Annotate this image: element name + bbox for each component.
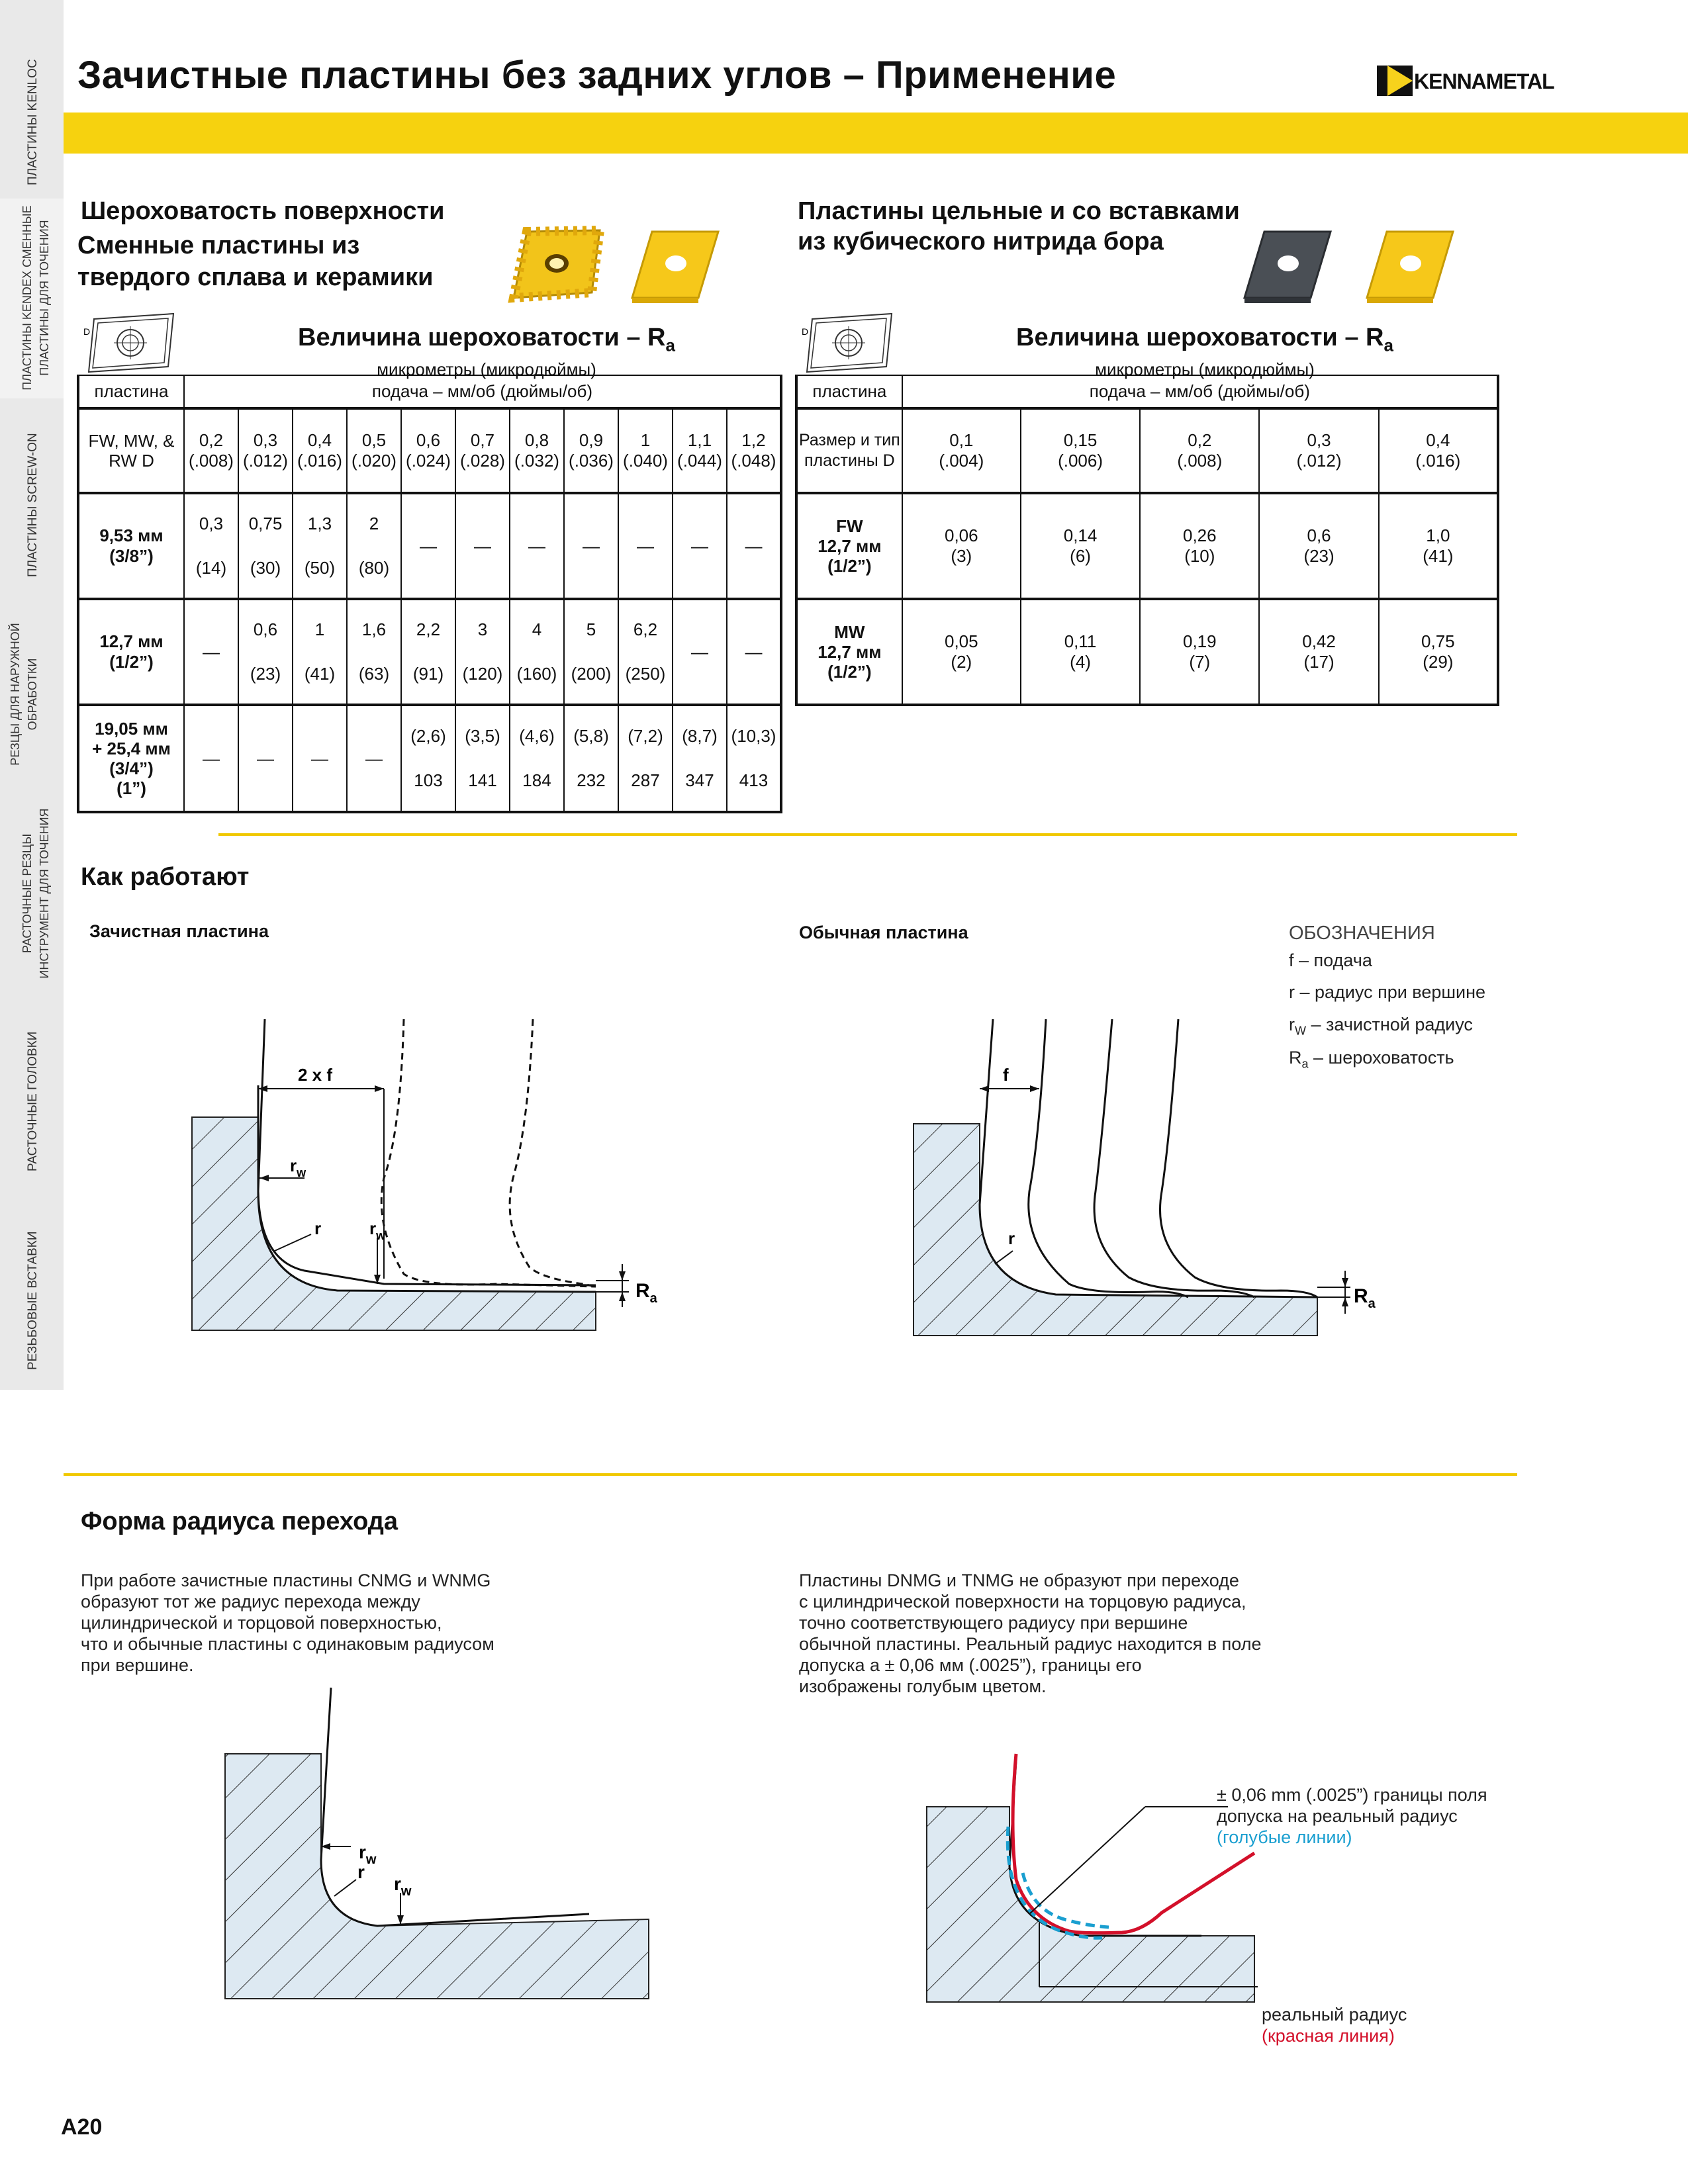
left-table-title: Величина шероховатости – R <box>298 324 666 351</box>
sidebar-tabs <box>0 0 64 1390</box>
feed-header: 0,1 (.004) <box>902 408 1021 493</box>
transition-left-text: При работе зачистные пластины CNMG и WNMG образуют тот же радиус перехода между цилиндрической и торцовой поверхностью, что и обычные пластины с одинаковым радиусом при вершине. <box>81 1570 494 1675</box>
feed-header: 0,7 (.028) <box>455 408 510 493</box>
value-cell: 1,3 (50) <box>293 493 347 599</box>
feed-header: 0,3 (.012) <box>238 408 293 493</box>
section-divider <box>218 833 1517 836</box>
rw2-label: r <box>369 1218 377 1238</box>
table-row <box>796 599 1498 705</box>
kennametal-logo <box>1377 63 1556 99</box>
tab-label: РЕЗЬБОВЫЕ ВСТАВКИ <box>26 1231 40 1370</box>
diagram-letter: D <box>802 326 809 337</box>
value-cell: 1,6 (63) <box>347 599 401 705</box>
legend-item: $r_W$ – зачистной радиус <box>1289 1014 1473 1038</box>
value-cell: 0,06 (3) <box>902 493 1021 599</box>
value-cell: 0,75 (30) <box>238 493 293 599</box>
value-cell: — <box>184 705 238 812</box>
feed-header: 0,15 (.006) <box>1021 408 1140 493</box>
table-row <box>78 599 781 705</box>
row-header: Размер и тип пластины D <box>796 408 902 493</box>
size-cell: 12,7 мм (1/2”) <box>78 599 184 705</box>
table-row <box>78 705 781 812</box>
conventional-insert-diagram <box>910 1006 1413 1337</box>
value-cell: (3,5) 141 <box>455 705 510 812</box>
col-label: пластина <box>78 375 184 408</box>
value-cell: 0,26 (10) <box>1140 493 1259 599</box>
feed-header: 0,9 (.036) <box>564 408 618 493</box>
tab-label: РАСТОЧНЫЕ ГОЛОВКИ <box>26 1031 40 1171</box>
value-cell: — <box>673 493 727 599</box>
transition-heading: Форма радиуса перехода <box>81 1508 399 1535</box>
svg-text:rw <box>394 1874 412 1899</box>
page-title: Зачистные пластины без задних углов – Применение <box>77 54 1117 97</box>
type-cell: FW 12,7 мм (1/2”) <box>796 493 902 599</box>
left-heading-3: твердого сплава и керамики <box>77 263 434 291</box>
feed-header: 1 (.040) <box>618 408 673 493</box>
tab-label: РАСТОЧНЫЕ РЕЗЦЫ ИНСТРУМЕНТ ДЛЯ ТОЧЕНИЯ <box>21 808 51 979</box>
value-cell: — <box>727 599 781 705</box>
svg-text:Ra <box>635 1280 658 1306</box>
legend-item: f – подача <box>1289 950 1372 970</box>
conventional-caption: Обычная пластина <box>799 923 968 942</box>
left-heading-2: Сменные пластины из <box>77 232 360 259</box>
f-label: f <box>1003 1065 1009 1085</box>
rw-sub-label: w <box>365 1852 377 1867</box>
r-label: r <box>1008 1228 1015 1248</box>
tab-screw-on[interactable] <box>0 398 64 599</box>
size-cell: 9,53 мм (3/8”) <box>78 493 184 599</box>
feed-header: 1,1 (.044) <box>673 408 727 493</box>
ceramic-insert-image <box>626 225 725 304</box>
rw2-sub-label: w <box>376 1229 386 1242</box>
ra-sub-label: a <box>1368 1297 1376 1311</box>
value-cell: — <box>727 493 781 599</box>
value-cell: (2,6) 103 <box>401 705 455 812</box>
rw-label: r <box>290 1156 297 1175</box>
feed-header: 0,2 (.008) <box>1140 408 1259 493</box>
value-cell: (8,7) 347 <box>673 705 727 812</box>
value-cell: — <box>347 705 401 812</box>
value-cell: 1 (41) <box>293 599 347 705</box>
value-cell: 0,6 (23) <box>1259 493 1378 599</box>
table-row <box>78 493 781 599</box>
right-roughness-table <box>795 375 1499 706</box>
value-cell: — <box>184 599 238 705</box>
value-cell: 0,42 (17) <box>1259 599 1378 705</box>
tab-boring-heads[interactable] <box>0 993 64 1193</box>
value-cell: 5 (200) <box>564 599 618 705</box>
value-cell: 0,05 (2) <box>902 599 1021 705</box>
section-divider <box>64 1473 1517 1476</box>
transition-right-text: Пластины DNMG и TNMG не образуют при переходе с цилиндрической поверхности на торцовую радиуса, точно соответствующего радиусу при вершине обычной пластины. Реальный радиус находится в поле допуска a ± 0,06 мм (.0025”), границы его изображены голубым цветом. <box>799 1570 1262 1696</box>
ra-label: R <box>635 1280 650 1302</box>
value-cell: 2,2 (91) <box>401 599 455 705</box>
right-table-title: Величина шероховатости – R <box>1016 324 1384 351</box>
right-table-subtitle: микрометры (микродюймы) <box>1095 359 1315 379</box>
tab-boring[interactable] <box>0 794 64 995</box>
value-cell: 4 (160) <box>510 599 564 705</box>
value-cell: — <box>673 599 727 705</box>
wiper-transition-diagram <box>218 1681 669 2025</box>
tab-label: РЕЗЦЫ ДЛЯ НАРУЖНОЙ ОБРАБОТКИ <box>9 623 39 766</box>
svg-text:rw <box>290 1156 306 1179</box>
value-cell: — <box>401 493 455 599</box>
value-cell: (7,2) 287 <box>618 705 673 812</box>
page-number: A20 <box>61 2115 103 2140</box>
value-cell: (5,8) 232 <box>564 705 618 812</box>
value-cell: 6,2 (250) <box>618 599 673 705</box>
diagram-letter: D <box>83 326 91 337</box>
ra-label: R <box>1354 1285 1368 1307</box>
value-cell: — <box>618 493 673 599</box>
size-cell: 19,05 мм + 25,4 мм (3/4”) (1”) <box>78 705 184 812</box>
tab-kenloc[interactable] <box>0 0 64 201</box>
value-cell: — <box>564 493 618 599</box>
legend-title: ОБОЗНАЧЕНИЯ <box>1289 923 1435 944</box>
rw2-label: r <box>394 1874 401 1894</box>
carbide-insert-image <box>507 225 606 304</box>
value-cell: 0,75 (29) <box>1379 599 1498 705</box>
insert-diagram-icon <box>799 310 898 376</box>
left-heading-1: Шероховатость поверхности <box>81 197 445 225</box>
title-subscript: a <box>1383 335 1393 355</box>
ra-sub-label: a <box>649 1291 657 1306</box>
tab-external[interactable] <box>0 597 64 796</box>
value-cell: (10,3) 413 <box>727 705 781 812</box>
real-radius-annotation: реальный радиус (красная линия) <box>1262 2005 1407 2046</box>
kennametal-k-icon <box>1377 66 1413 96</box>
tolerance-annotation: ± 0,06 mm (.0025”) границы поля допуска на реальный радиус (голубые линии) <box>1217 1785 1487 1847</box>
rw2-sub-label: w <box>400 1884 412 1899</box>
feed-header: 1,2 (.048) <box>727 408 781 493</box>
legend-item: $R_a$ – шероховатость <box>1289 1048 1454 1071</box>
right-heading-1: Пластины цельные и со вставками <box>798 197 1240 225</box>
svg-text:Ra <box>1354 1285 1376 1311</box>
title-subscript: a <box>665 335 675 355</box>
feed-header: 0,4 (.016) <box>293 408 347 493</box>
left-table-subtitle: микрометры (микродюймы) <box>377 359 596 379</box>
value-cell: 0,14 (6) <box>1021 493 1140 599</box>
value-cell: — <box>293 705 347 812</box>
cbn-tipped-insert-image <box>1360 225 1460 304</box>
row-header: FW, MW, & RW D <box>78 408 184 493</box>
value-cell: — <box>510 493 564 599</box>
value-cell: 3 (120) <box>455 599 510 705</box>
cbn-insert-image <box>1238 225 1337 304</box>
value-cell: — <box>238 705 293 812</box>
how-it-works-heading: Как работают <box>81 863 250 891</box>
table-row <box>796 493 1498 599</box>
feed-header: 0,8 (.032) <box>510 408 564 493</box>
r-label: r <box>357 1862 365 1882</box>
value-cell: 1,0 (41) <box>1379 493 1498 599</box>
tab-kendex[interactable] <box>0 199 64 400</box>
logo-text: KENNAMETAL <box>1414 69 1554 93</box>
feed-header: 0,6 (.024) <box>401 408 455 493</box>
value-cell: 0,6 (23) <box>238 599 293 705</box>
right-heading-2: из кубического нитрида бора <box>798 228 1164 255</box>
left-table-title-block <box>189 323 784 379</box>
r-label: r <box>314 1218 322 1238</box>
insert-diagram-icon <box>81 310 180 376</box>
value-cell: 0,3 (14) <box>184 493 238 599</box>
feed-header: 0,5 (.020) <box>347 408 401 493</box>
header-accent-bar <box>64 113 1688 154</box>
feed-header: 0,3 (.012) <box>1259 408 1378 493</box>
value-cell: 0,19 (7) <box>1140 599 1259 705</box>
col-label: пластина <box>796 375 902 408</box>
value-cell: — <box>455 493 510 599</box>
tab-label: ПЛАСТИНЫ KENLOC <box>26 59 40 185</box>
rw-label: r <box>359 1842 366 1862</box>
tab-label: ПЛАСТИНЫ SCREW-ON <box>26 433 40 577</box>
value-cell: 0,11 (4) <box>1021 599 1140 705</box>
wiper-caption: Зачистная пластина <box>89 921 269 941</box>
rw-sub-label: w <box>297 1166 306 1179</box>
tab-thread-inserts[interactable] <box>0 1191 64 1392</box>
feed-header: 0,4 (.016) <box>1379 408 1498 493</box>
type-cell: MW 12,7 мм (1/2”) <box>796 599 902 705</box>
feed-header: 0,2 (.008) <box>184 408 238 493</box>
legend-item: r – радиус при вершине <box>1289 982 1486 1003</box>
left-roughness-table <box>77 375 782 813</box>
feed-label: подача – мм/об (дюймы/об) <box>184 375 781 408</box>
right-table-title-block <box>907 323 1503 379</box>
value-cell: (4,6) 184 <box>510 705 564 812</box>
value-cell: 2 (80) <box>347 493 401 599</box>
tab-label: ПЛАСТИНЫ KENDEX СМЕННЫЕ ПЛАСТИНЫ ДЛЯ ТОЧЕНИЯ <box>21 205 51 390</box>
feed-label: подача – мм/об (дюймы/об) <box>902 375 1498 408</box>
wiper-insert-diagram <box>185 1006 688 1337</box>
two-f-label: 2 x f <box>298 1065 333 1085</box>
